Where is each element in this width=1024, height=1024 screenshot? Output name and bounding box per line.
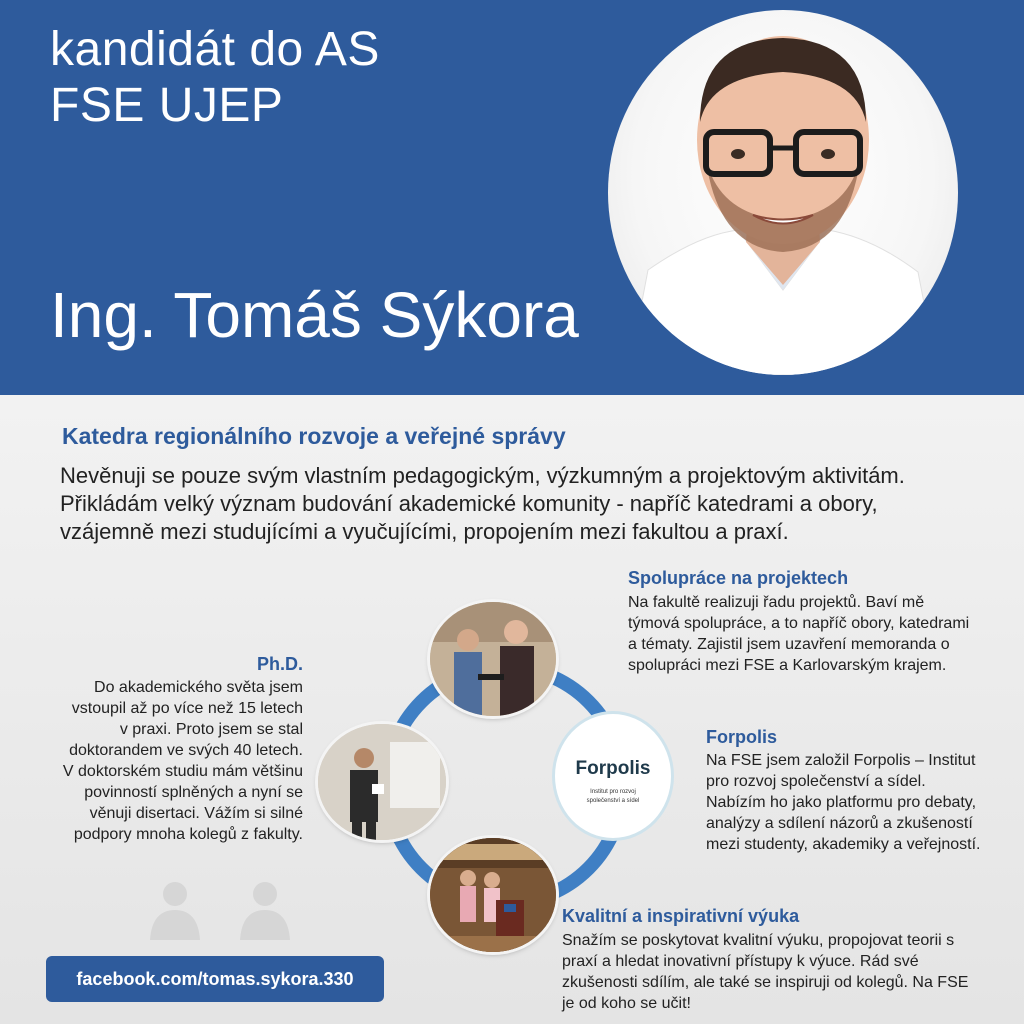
teaching-section-body: Snažím se poskytovat kvalitní výuku, propojovat teorii s praxí a hledat inovativní přístupy k výuce. Rád své zkušenosti sdílím, ale také se inspiruji od kolegů. Na FSE je od koho se učit! [562, 932, 969, 1012]
candidate-name: Ing. Tomáš Sýkora [50, 279, 579, 351]
intro-paragraph: Nevěnuji se pouze svým vlastním pedagogickým, výzkumným a projektovým aktivitám. Přikládám velký význam budování akademické komunity - napříč katedrami a obory, vzájemně mezi studujícími a vyučujícími, propojením mezi fakultou a praxí. [60, 463, 905, 544]
subtitle-line-2: FSE UJEP [50, 79, 284, 132]
forpolis-logo-tagline-2: společenství a sídel [586, 798, 640, 804]
background-people-icon [140, 880, 300, 940]
subtitle-line-1: kandidát do AS [50, 23, 380, 76]
phd-section-body: Do akademického světa jsem vstoupil až po více než 15 letech v praxi. Proto jsem se stal doktorandem ve svých 40 letech. V doktorském studiu mám většinu povinností splněných a nyní se věnuji disertaci. Vážím si silné podpory mnoha kolegů z fakulty. [62, 679, 303, 843]
candidate-portrait [608, 10, 958, 375]
teaching-section-title: Kvalitní a inspirativní výuka [562, 906, 800, 926]
forpolis-logo-name: Forpolis [575, 758, 651, 779]
handshake-photo [430, 602, 556, 716]
projects-section-title: Spolupráce na projektech [628, 568, 849, 588]
hall-event-photo [430, 838, 556, 952]
candidacy-subtitle [50, 22, 380, 134]
forpolis-logo-tagline-1: Institut pro rozvoj [590, 789, 636, 795]
forpolis-logo [555, 714, 671, 838]
phd-section-title: Ph.D. [256, 654, 303, 674]
header-banner [0, 0, 1024, 395]
forpolis-section-title: Forpolis [706, 727, 777, 747]
lecture-photo [318, 724, 446, 840]
projects-section-body: Na fakultě realizuji řadu projektů. Baví mě týmová spolupráce, a to napříč obory, katedrami a tématy. Zajistil jsem uzavření memoranda o spolupráci mezi FSE a Karlovarským krajem. [628, 594, 970, 674]
facebook-link[interactable]: facebook.com/tomas.sykora.330 [46, 956, 384, 1002]
department-title: Katedra regionálního rozvoje a veřejné správy [62, 423, 566, 449]
forpolis-section-body: Na FSE jsem založil Forpolis – Institut pro rozvoj společenství a sídel. Nabízím ho jako platformu pro debaty, analýzy a sdílení názorů a zkušeností mezi studenty, akademiky a veřejností. [706, 752, 981, 853]
